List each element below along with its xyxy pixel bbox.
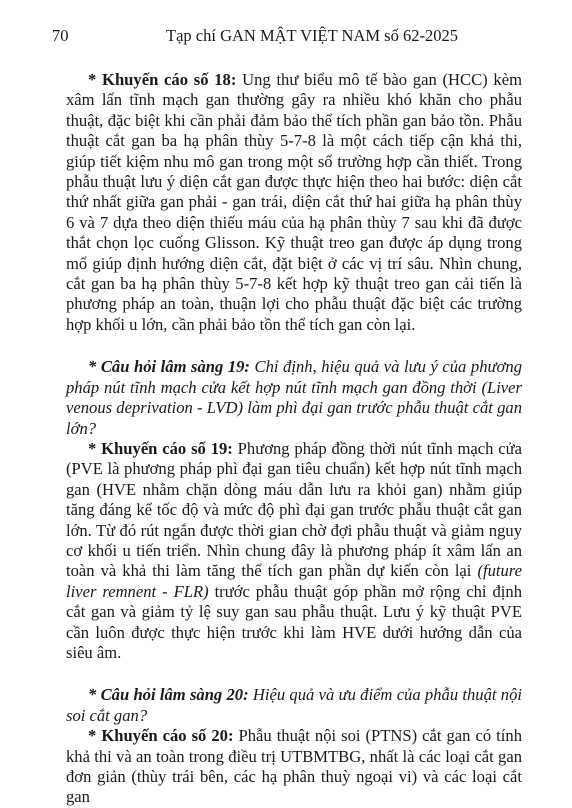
recommendation-18 <box>66 70 522 335</box>
page-number: 70 <box>52 26 69 45</box>
clinical-question-19-text: Chỉ định, hiệu quả và lưu ý của phương pháp nút tĩnh mạch cửa kết hợp nút tĩnh mạch gan đồng thời (Liver venous deprivation - LVD) làm phì đại gan trước phẫu thuật cắt gan lớn? <box>66 357 522 438</box>
recommendation-20-label: * Khuyến cáo số 20: <box>88 726 234 746</box>
recommendation-19-italic: (future liver remnent - FLR) <box>66 561 522 601</box>
recommendation-18-label: * Khuyến cáo số 18: <box>88 70 237 89</box>
recommendation-20-text: Phẫu thuật nội soi (PTNS) cắt gan có tính khả thi và an toàn trong điều trị UTBMTBG, nhất là các loại cắt gan đơn giản (thùy trái bên, các hạ phân thuỳ ngoại vi) và các loại cắt gan <box>66 726 522 807</box>
recommendation-18-text: Ung thư biểu mô tế bào gan (HCC) kèm xâm lấn tĩnh mạch gan thường gây ra nhiều khó khăn cho phẫu thuật, đặc biệt khi cần phải đảm bảo thể tích phần gan bảo tồn. Phẫu thuật cắt gan ba hạ phân thùy 5-7-8 là một cách tiếp cận khả thi, giúp tiết kiệm nhu mô gan trong một số trường hợp cần thiết. Trong phẫu thuật lưu ý diện cắt gan được thực hiện theo hai bước: diện cắt thứ nhất giữa gan phải - gan trái, diện cắt thứ hai giữa hạ phân thùy 6 và 7 dựa theo diện thiếu máu của hạ phân thùy 7 sau khi đã được thắt chọn lọc cuống Glisson. Kỹ thuật treo gan được áp dụng trong mổ giúp định hướng diện cắt, đặt biệt ở các vị trí sâu. Nhìn chung, cắt gan ba hạ phân thùy 5-7-8 kết hợp kỹ thuật treo gan cải tiến là phương pháp an toàn, thuận lợi cho phẫu thuật đặc biệt các trường hợp khối u lớn, cần phải bảo tồn thể tích gan còn lại. <box>66 70 522 334</box>
journal-title: Tạp chí GAN MẬT VIỆT NAM số 62-2025 <box>166 26 458 45</box>
clinical-question-19 <box>66 357 522 439</box>
recommendation-19 <box>66 439 522 663</box>
running-header <box>52 26 532 46</box>
clinical-question-20-text: Hiệu quả và ưu điểm của phẫu thuật nội soi cắt gan? <box>66 685 522 725</box>
recommendation-19-text-1: Phương pháp đồng thời nút tĩnh mạch cửa (PVE là phương pháp phì đại gan tiêu chuẩn) kết hợp nút tĩnh mạch gan (HVE nhằm chặn dòng máu dẫn lưu ra khỏi gan) nhằm giúp tăng đáng kể tốc độ và mức độ phì đại gan trước phẫu thuật cắt gan lớn. Từ đó rút ngắn được thời gian chờ đợi phẫu thuật và giảm nguy cơ khối u tiến triển. Nhìn chung đây là phương pháp ít xâm lấn an toàn và khả thi làm tăng thể tích gan phần dự kiến còn lại <box>66 438 522 581</box>
recommendation-20 <box>66 726 522 808</box>
clinical-question-20-label: * Câu hỏi lâm sàng 20: <box>88 685 249 705</box>
article-body <box>66 70 522 808</box>
clinical-question-19-label: * Câu hỏi lâm sàng 19: <box>88 357 250 377</box>
clinical-question-20 <box>66 685 522 726</box>
recommendation-19-text-2: trước phẫu thuật góp phần mở rộng chỉ định cắt gan và giảm tỷ lệ suy gan sau phẫu thuật. Lưu ý kỹ thuật PVE cần luôn được thực hiện trước khi làm HVE dưới hướng dẫn của siêu âm. <box>66 581 522 662</box>
recommendation-19-label: * Khuyến cáo số 19: <box>88 438 233 458</box>
